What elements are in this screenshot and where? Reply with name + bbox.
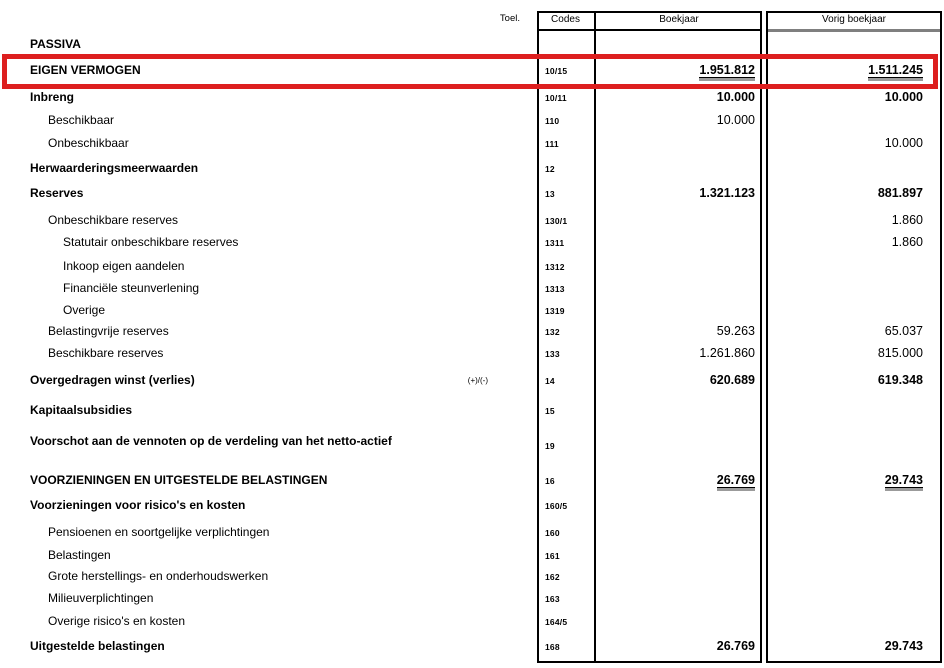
- cell-vorig-boekjaar-value: [768, 324, 923, 338]
- cell-code: 19: [545, 441, 555, 451]
- cell-code: 132: [545, 327, 560, 337]
- codes-boekjaar-divider-line: [594, 11, 596, 663]
- value-text: 1.511.245: [868, 63, 923, 77]
- cell-code: 168: [545, 642, 560, 652]
- cell-code: 111: [545, 139, 559, 149]
- cell-boekjaar-value: [598, 373, 755, 387]
- cell-code: 160: [545, 528, 560, 538]
- cell-vorig-boekjaar-value: [768, 373, 923, 387]
- cell-boekjaar-value: [598, 186, 755, 200]
- cell-code: 133: [545, 349, 560, 359]
- cell-code: 1319: [545, 306, 565, 316]
- row-label: Beschikbare reserves: [48, 346, 164, 360]
- value-text: 29.743: [884, 473, 923, 487]
- value-text: 1.951.812: [699, 63, 755, 77]
- value-text: 26.769: [716, 473, 755, 487]
- row-label: Inbreng: [30, 90, 74, 104]
- cell-code: 163: [545, 594, 560, 604]
- cell-code: 160/5: [545, 501, 568, 511]
- cell-boekjaar-value: [598, 324, 755, 338]
- row-label: Statutair onbeschikbare reserves: [63, 235, 239, 249]
- cell-code: 1313: [545, 284, 565, 294]
- cell-code: 164/5: [545, 617, 568, 627]
- value-text: 65.037: [884, 324, 923, 338]
- value-text: 59.263: [716, 324, 755, 338]
- row-label: Kapitaalsubsidies: [30, 403, 133, 417]
- value-text: 10.000: [884, 136, 923, 150]
- cell-vorig-boekjaar-value: [768, 235, 923, 249]
- row-label: Overige risico's en kosten: [48, 614, 186, 628]
- value-text: 10.000: [716, 90, 755, 104]
- value-text: 1.321.123: [699, 186, 755, 200]
- value-text: 29.743: [884, 639, 923, 653]
- row-label: Overige: [63, 303, 106, 317]
- row-label: Onbeschikbaar: [48, 136, 129, 150]
- value-text: 815.000: [877, 346, 923, 360]
- cell-boekjaar-value: [598, 346, 755, 360]
- column-header-toel: Toel.: [499, 13, 520, 24]
- cell-code: 15: [545, 406, 555, 416]
- cell-vorig-boekjaar-value: [768, 639, 923, 653]
- cell-code: 14: [545, 376, 555, 386]
- cell-vorig-boekjaar-value: [768, 346, 923, 360]
- row-label: VOORZIENINGEN EN UITGESTELDE BELASTINGEN: [30, 473, 328, 487]
- column-header-vorig-boekjaar: Vorig boekjaar: [822, 14, 886, 25]
- cell-code: 1311: [545, 238, 565, 248]
- value-text: 881.897: [877, 186, 923, 200]
- value-text: 1.860: [891, 213, 923, 227]
- value-text: 1.261.860: [699, 346, 755, 360]
- cell-boekjaar-value: [598, 473, 755, 487]
- cell-code: 1312: [545, 262, 565, 272]
- row-label: Uitgestelde belastingen: [30, 639, 165, 653]
- row-label: Financiële steunverlening: [63, 281, 200, 295]
- cell-boekjaar-value: [598, 90, 755, 104]
- header-underline-gray: [768, 29, 940, 32]
- value-text: 10.000: [884, 90, 923, 104]
- cell-vorig-boekjaar-value: [768, 473, 923, 487]
- cell-code: 10/15: [545, 66, 568, 76]
- cell-code: 110: [545, 116, 560, 126]
- cell-vorig-boekjaar-value: [768, 136, 923, 150]
- column-header-boekjaar: Boekjaar: [659, 14, 699, 25]
- row-label: Herwaarderingsmeerwaarden: [30, 161, 199, 175]
- cell-code: 130/1: [545, 216, 568, 226]
- highlight-red-box: [2, 54, 938, 89]
- cell-boekjaar-value: [598, 113, 755, 127]
- row-label: Belastingen: [48, 548, 111, 562]
- cell-code: 12: [545, 164, 555, 174]
- value-text: 1.860: [891, 235, 923, 249]
- cell-code: 16: [545, 476, 555, 486]
- row-label: PASSIVA: [30, 37, 81, 51]
- value-text: 10.000: [716, 113, 755, 127]
- cell-vorig-boekjaar-value: [768, 186, 923, 200]
- value-text: 619.348: [877, 373, 923, 387]
- value-text: 26.769: [716, 639, 755, 653]
- cell-boekjaar-value: [598, 639, 755, 653]
- cell-code: 10/11: [545, 93, 567, 103]
- column-header-codes: Codes: [551, 14, 580, 25]
- row-label: Onbeschikbare reserves: [48, 213, 179, 227]
- row-label: Pensioenen en soortgelijke verplichtingen: [48, 525, 270, 539]
- value-text: 620.689: [709, 373, 755, 387]
- row-label: EIGEN VERMOGEN: [30, 63, 141, 77]
- row-label: Voorzieningen voor risico's en kosten: [30, 498, 246, 512]
- cell-code: 13: [545, 189, 555, 199]
- cell-code: 161: [545, 551, 560, 561]
- row-label: Milieuverplichtingen: [48, 591, 154, 605]
- row-label: Inkoop eigen aandelen: [63, 259, 185, 273]
- row-label: Grote herstellings- en onderhoudswerken: [48, 569, 269, 583]
- header-underline-black: [539, 29, 760, 31]
- row-label: Beschikbaar: [48, 113, 115, 127]
- cell-vorig-boekjaar-value: [768, 213, 923, 227]
- toel-note: (+)/(-): [467, 376, 488, 385]
- row-label: Overgedragen winst (verlies): [30, 373, 195, 387]
- row-label: Belastingvrije reserves: [48, 324, 169, 338]
- row-label: Reserves: [30, 186, 84, 200]
- cell-code: 162: [545, 572, 560, 582]
- row-label: Voorschot aan de vennoten op de verdeling van het netto-actief: [30, 434, 392, 448]
- cell-vorig-boekjaar-value: [768, 90, 923, 104]
